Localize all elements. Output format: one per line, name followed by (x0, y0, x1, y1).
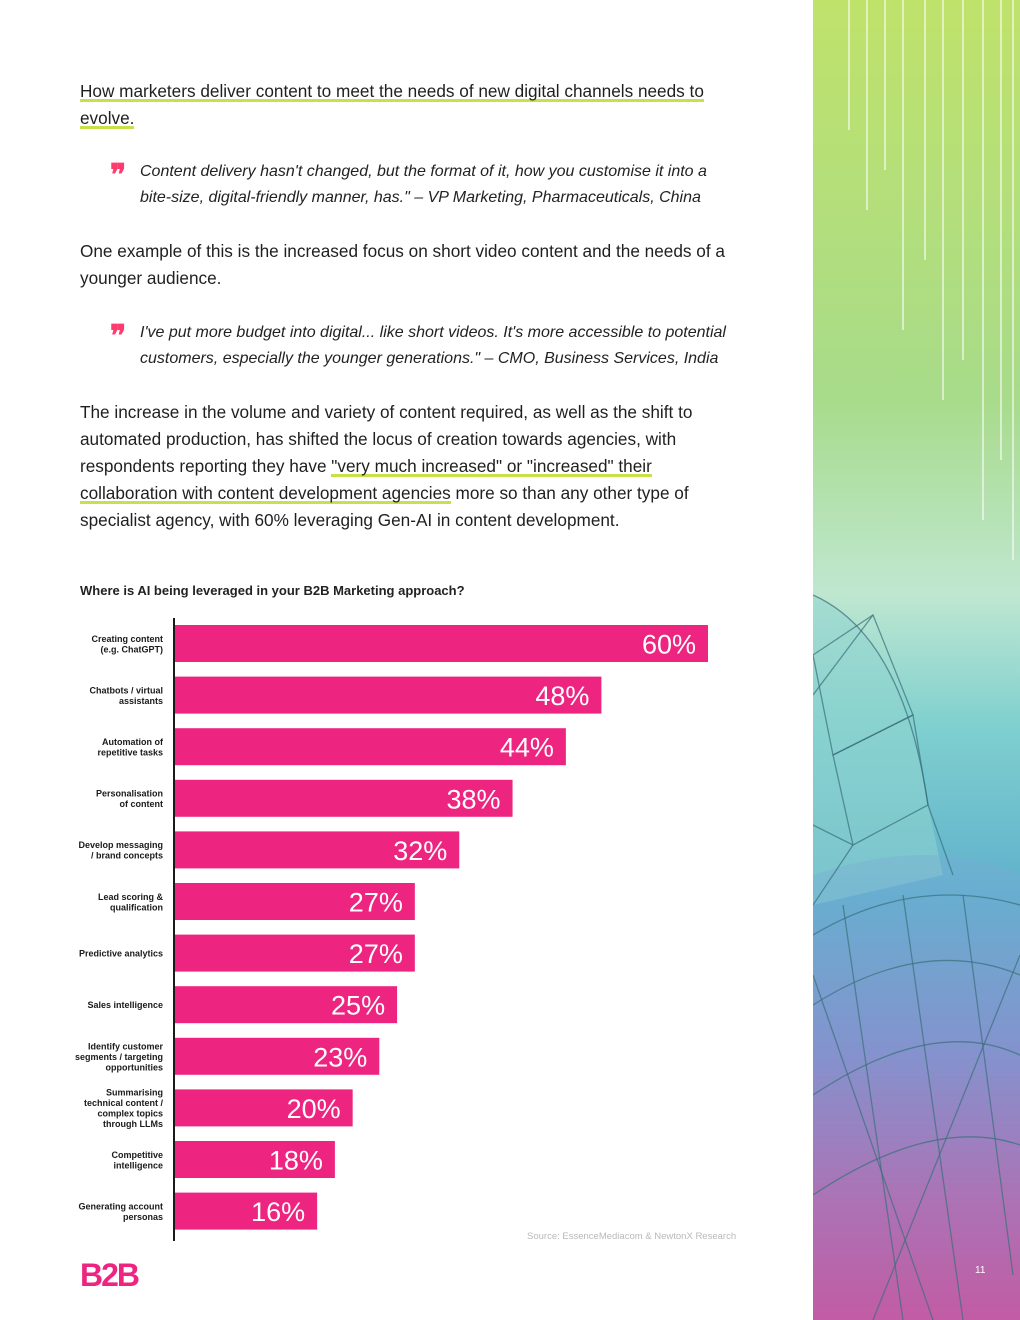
category-label-line: (e.g. ChatGPT) (100, 644, 163, 655)
chart-source: Source: EssenceMediacom & NewtonX Research (527, 1231, 737, 1242)
category-label-line: segments / targeting (74, 1051, 163, 1062)
bar-value-label-0: 60% (641, 629, 696, 660)
category-label-line: Summarising (105, 1087, 163, 1098)
svg-text:B2B: B2B (80, 1258, 139, 1290)
chart-title: Where is AI being leveraged in your B2B Marketing approach? (80, 583, 465, 598)
category-label-line: Personalisation (95, 788, 163, 799)
category-label-7 (87, 1000, 163, 1010)
category-label-line: assistants (118, 695, 163, 706)
quote-mark-icon: ❞ (110, 319, 127, 354)
bar-value-label-6: 27% (348, 939, 403, 970)
paragraph-3-start: The increase in the volume and variety of content required, as well as the shift to automated production, has shifted the locus of creation towards agencies, with respondents reporting they have (80, 402, 693, 476)
category-label-8 (75, 1041, 164, 1072)
bar-value-label-11: 16% (251, 1197, 306, 1228)
bar-value-label-1: 48% (535, 681, 590, 712)
bar-value-label-3: 38% (446, 784, 501, 815)
bar-value-label-8: 23% (313, 1042, 368, 1073)
category-label-line: opportunities (105, 1062, 163, 1073)
paragraph-2: One example of this is the increased focus on short video content and the needs of a younger audience. (80, 241, 725, 288)
paragraph-3-end: more so than any other type of specialist agency, with 60% leveraging Gen-AI in content development. (80, 483, 689, 530)
category-label-9 (84, 1088, 164, 1130)
bar-value-label-5: 27% (348, 887, 403, 918)
category-label-5 (98, 892, 164, 913)
quote-1-text: Content delivery hasn't changed, but the format of it, how you customise it into a bite-size, digital-friendly manner, has." – VP Marketing, Pharmaceuticals, China (140, 163, 707, 206)
category-label-line: through LLMs (103, 1119, 163, 1130)
category-label-1 (89, 685, 163, 706)
decorative-side-panel (813, 0, 1020, 1320)
bar-value-label-2: 44% (499, 732, 554, 763)
category-label-10 (111, 1150, 163, 1171)
bar-value-label-9: 20% (286, 1093, 341, 1124)
bar-0 (175, 625, 708, 662)
category-label-line: Lead scoring & (97, 891, 163, 902)
category-label-line: / brand concepts (90, 850, 163, 861)
category-label-line: repetitive tasks (97, 747, 163, 758)
quote-2-text: I've put more budget into digital... like short videos. It's more accessible to potential customers, especially the younger generations." – CMO, Business Services, India (140, 324, 726, 367)
vertical-stripes-decoration (813, 0, 1020, 600)
category-label-line: Predictive analytics (78, 948, 163, 959)
page-number: 11 (975, 1265, 986, 1276)
category-label-line: Competitive (111, 1149, 163, 1160)
category-label-line: Sales intelligence (87, 1000, 163, 1011)
category-label-line: Develop messaging (78, 840, 163, 851)
paragraph-3-highlight: "very much increased" or "increased" their collaboration with content development agencies (80, 456, 652, 503)
category-label-line: Automation of (102, 736, 163, 747)
category-label-line: qualification (109, 902, 163, 913)
bar-value-label-4: 32% (393, 835, 448, 866)
category-label-line: of content (119, 799, 163, 810)
category-label-line: complex topics (97, 1108, 163, 1119)
intro-highlight: How marketers deliver content to meet the needs of new digital channels needs to evolve. (80, 81, 704, 128)
category-label-line: intelligence (113, 1160, 163, 1171)
category-label-line: technical content / (83, 1098, 163, 1109)
bar-value-label-10: 18% (268, 1145, 323, 1176)
category-label-line: Identify customer (87, 1041, 163, 1052)
category-label-line: personas (122, 1211, 163, 1222)
quote-mark-icon: ❞ (110, 158, 127, 193)
b2b-logo (80, 1258, 144, 1290)
category-label-0 (91, 634, 163, 655)
category-label-4 (78, 840, 163, 861)
geodesic-dome-image (813, 575, 1020, 1320)
category-label-line: Creating content (91, 633, 163, 644)
category-label-3 (96, 789, 163, 810)
category-label-2 (97, 737, 164, 758)
category-label-line: Chatbots / virtual (89, 685, 163, 696)
category-label-line: Generating account (78, 1201, 163, 1212)
category-label-6 (79, 949, 163, 959)
category-label-11 (78, 1201, 163, 1222)
bar-value-label-7: 25% (331, 990, 386, 1021)
